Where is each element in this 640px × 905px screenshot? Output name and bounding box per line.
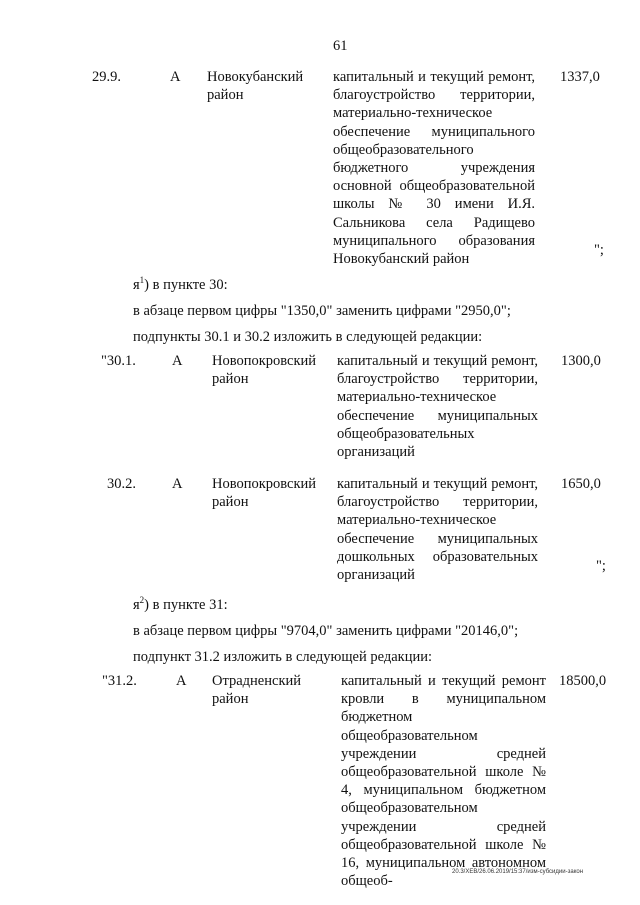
row-district (207, 68, 303, 104)
item-superscript: 1 (139, 275, 145, 286)
amendment-line: подпункты 30.1 и 30.2 изложить в следующей редакции: (133, 329, 483, 345)
row-amount: 1337,0 (560, 69, 600, 85)
item-letter: я (133, 597, 140, 613)
row-number: 29.9. (92, 69, 121, 85)
district-line: район (212, 494, 249, 510)
row-description: капитальный и текущий ремонт, благоустройство территории, материально-техническое обеспечение муниципального общеобразовательного бюджетного учреждения основной общеобразовательной школы № 30 имени И.Я. Сальникова села Радищево муниципального образования Новокубанский район (333, 69, 535, 268)
row-category: А (176, 673, 187, 689)
page-number: 61 (333, 38, 348, 54)
row-district (212, 475, 316, 511)
row-description: капитальный и текущий ремонт, благоустройство территории, материально-техническое обеспечение муниципальных общеобразовательных организаций (337, 353, 538, 461)
row-amount: 18500,0 (559, 673, 607, 689)
row-district (212, 672, 301, 708)
district-line: Новопокровский (212, 476, 317, 492)
item-superscript: 2 (139, 595, 145, 606)
row-closing-quote: "; (594, 242, 604, 258)
amendment-item-heading (133, 596, 228, 614)
row-number: "31.2. (102, 673, 137, 689)
district-line: район (207, 87, 244, 103)
item-letter: я (133, 277, 140, 293)
row-category: А (170, 69, 181, 85)
row-number: "30.1. (101, 353, 136, 369)
amendment-line: в абзаце первом цифры "9704,0" заменить цифрами "20146,0"; (133, 623, 519, 639)
row-amount: 1300,0 (561, 353, 601, 369)
item-text: ) в пункте 31: (144, 597, 228, 613)
document-footer: 20.3/ХЕВ/26.06.2019/15:37/изм-субсидии-закон (452, 869, 584, 875)
amendment-item-heading (133, 276, 228, 294)
row-description: капитальный и текущий ремонт, благоустройство территории, материально-техническое обеспечение муниципальных дошкольных образовательных организаций (337, 476, 538, 584)
row-amount: 1650,0 (561, 476, 601, 492)
amendment-line: подпункт 31.2 изложить в следующей редакции: (133, 649, 433, 665)
row-closing-quote: "; (596, 558, 606, 574)
district-line: район (212, 371, 249, 387)
row-category: А (172, 476, 183, 492)
district-line: Новопокровский (212, 353, 317, 369)
district-line: Отрадненский (212, 673, 302, 689)
amendment-line: в абзаце первом цифры "1350,0" заменить цифрами "2950,0"; (133, 303, 511, 319)
row-category: А (172, 353, 183, 369)
item-text: ) в пункте 30: (144, 277, 228, 293)
row-description: капитальный и текущий ремонт кровли в муниципальном бюджетном общеобразовательном учреждении средней общеобразовательной школе № 4, муниципальном бюджетном общеобразовательном учреждении средней общеобразовательной школе № 16, муниципальном автономном общеоб- (341, 673, 546, 890)
row-district (212, 352, 316, 388)
district-line: район (212, 691, 249, 707)
district-line: Новокубанский (207, 69, 304, 85)
row-number: 30.2. (107, 476, 136, 492)
